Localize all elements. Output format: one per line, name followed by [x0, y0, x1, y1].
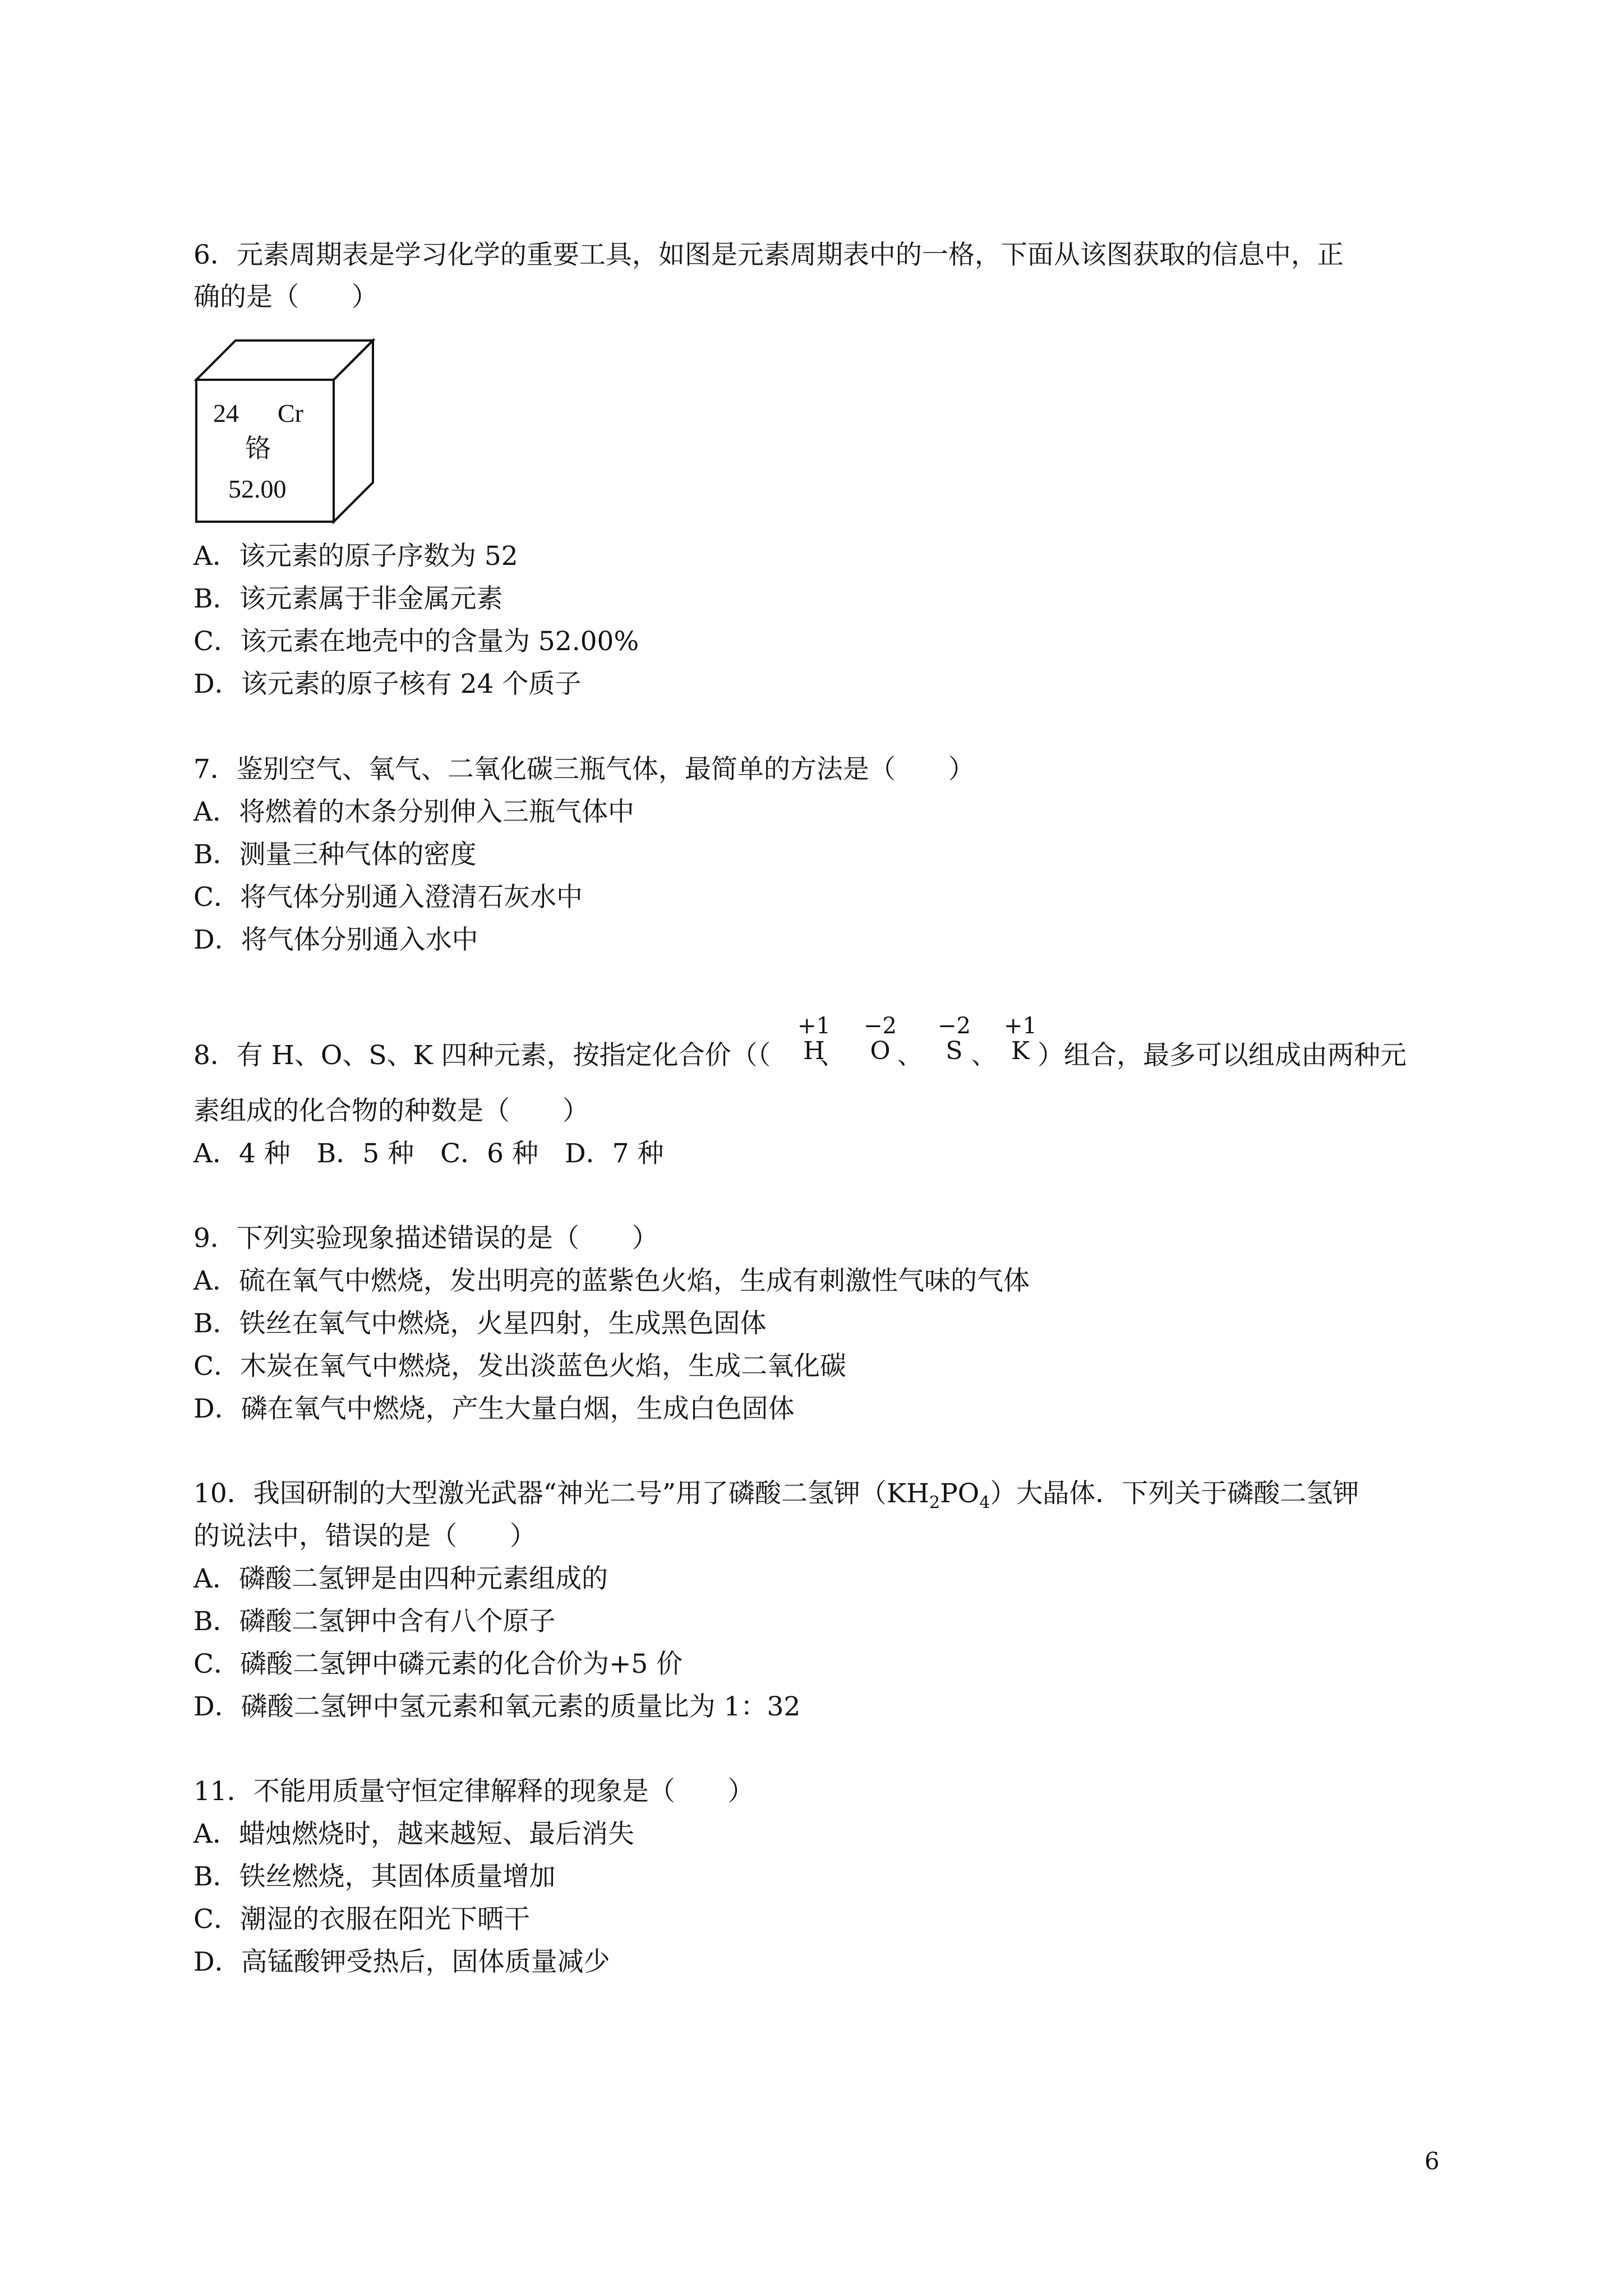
q10-subscript-2: 2: [929, 1493, 940, 1513]
valence-separator: 、: [897, 1041, 922, 1070]
q9-option-d: D．磷在氧气中燃烧，产生大量白烟，生成白色固体: [193, 1393, 795, 1424]
q10-option-d: D．磷酸二氢钾中氢元素和氧元素的质量比为 1：32: [193, 1691, 801, 1722]
element-atomic-number: 24: [213, 399, 239, 427]
q10-subscript-4: 4: [979, 1493, 990, 1513]
q7-option-c: C．将气体分别通入澄清石灰水中: [193, 882, 583, 913]
q11-stem: 11．不能用质量守恒定律解释的现象是（ ）: [193, 1776, 754, 1807]
valence-k: [1004, 1014, 1037, 1065]
valence-s: [938, 1014, 971, 1065]
element-name: 铬: [245, 433, 271, 463]
q8-stem-suffix: ）组合，最多可以组成由两种元: [1038, 1040, 1407, 1071]
q8-options: A．4 种 B．5 种 C．6 种 D．7 种: [193, 1138, 664, 1169]
element-symbol: Cr: [278, 399, 303, 427]
valence-h-charge: +1: [797, 1013, 831, 1039]
valence-s-charge: −2: [938, 1013, 971, 1039]
q10-option-b: B．磷酸二氢钾中含有八个原子: [193, 1606, 556, 1637]
q9-option-a: A．硫在氧气中燃烧，发出明亮的蓝紫色火焰，生成有刺激性气味的气体: [193, 1266, 1030, 1296]
q7-option-b: B．测量三种气体的密度: [193, 839, 477, 870]
q11-option-b: B．铁丝燃烧，其固体质量增加: [193, 1861, 556, 1892]
q6-option-d: D．该元素的原子核有 24 个质子: [193, 669, 582, 700]
valence-k-charge: +1: [1004, 1013, 1037, 1039]
page-number: 6: [1424, 2147, 1440, 2175]
q9-option-b: B．铁丝在氧气中燃烧，火星四射，生成黑色固体: [193, 1308, 767, 1339]
q10-stem-line2: 的说法中，错误的是（ ）: [193, 1521, 536, 1552]
q6-option-c: C．该元素在地壳中的含量为 52.00%: [193, 626, 639, 657]
q9-option-c: C．木炭在氧气中燃烧，发出淡蓝色火焰，生成二氧化碳: [193, 1351, 846, 1382]
q11-option-d: D．高锰酸钾受热后，固体质量减少: [193, 1947, 610, 1977]
q6-stem-line2: 确的是（ ）: [193, 282, 378, 312]
valence-separator: 、: [971, 1041, 996, 1070]
q10-stem-line1: [193, 1477, 1359, 1511]
q10-option-a: A．磷酸二氢钾是由四种元素组成的: [193, 1563, 608, 1594]
valence-s-symbol: S: [946, 1037, 963, 1065]
q7-option-d: D．将气体分别通入水中: [193, 924, 478, 955]
q10-stem-part1: 10．我国研制的大型激光武器“神光二号”用了磷酸二氢钾（KH: [193, 1478, 929, 1509]
valence-o: [864, 1014, 897, 1065]
q6-option-b: B．该元素属于非金属元素: [193, 583, 503, 614]
q8-stem-prefix: 8．有 H、O、S、K 四种元素，按指定化合价（（: [193, 1040, 771, 1071]
q6-stem-line1: 6．元素周期表是学习化学的重要工具，如图是元素周期表中的一格，下面从该图获取的信息中，正: [193, 240, 1344, 270]
q11-option-a: A．蜡烛燃烧时，越来越短、最后消失: [193, 1819, 634, 1849]
q8-stem-line2: 素组成的化合物的种数是（ ）: [193, 1096, 589, 1126]
q11-option-c: C．潮湿的衣服在阳光下晒干: [193, 1904, 530, 1935]
valence-o-charge: −2: [864, 1013, 897, 1039]
periodic-table-cell: [193, 338, 384, 526]
q7-stem: 7．鉴别空气、氧气、二氧化碳三瓶气体，最简单的方法是（ ）: [193, 754, 975, 785]
q10-option-c: C．磷酸二氢钾中磷元素的化合价为+5 价: [193, 1649, 683, 1680]
q7-option-a: A．将燃着的木条分别伸入三瓶气体中: [193, 797, 634, 827]
valence-h-symbol: H: [803, 1037, 825, 1065]
valence-k-symbol: K: [1011, 1037, 1030, 1065]
q6-option-a: A．该元素的原子序数为 52: [193, 541, 518, 572]
valence-separator: 、: [820, 1041, 845, 1070]
element-atomic-mass: 52.00: [228, 475, 287, 503]
q9-stem: 9．下列实验现象描述错误的是（ ）: [193, 1223, 658, 1254]
valence-o-symbol: O: [870, 1037, 891, 1065]
q10-stem-part2: PO: [940, 1478, 980, 1509]
periodic-cell-cube-drawing: [193, 338, 384, 526]
q10-stem-part3: ）大晶体．下列关于磷酸二氢钾: [990, 1478, 1359, 1509]
